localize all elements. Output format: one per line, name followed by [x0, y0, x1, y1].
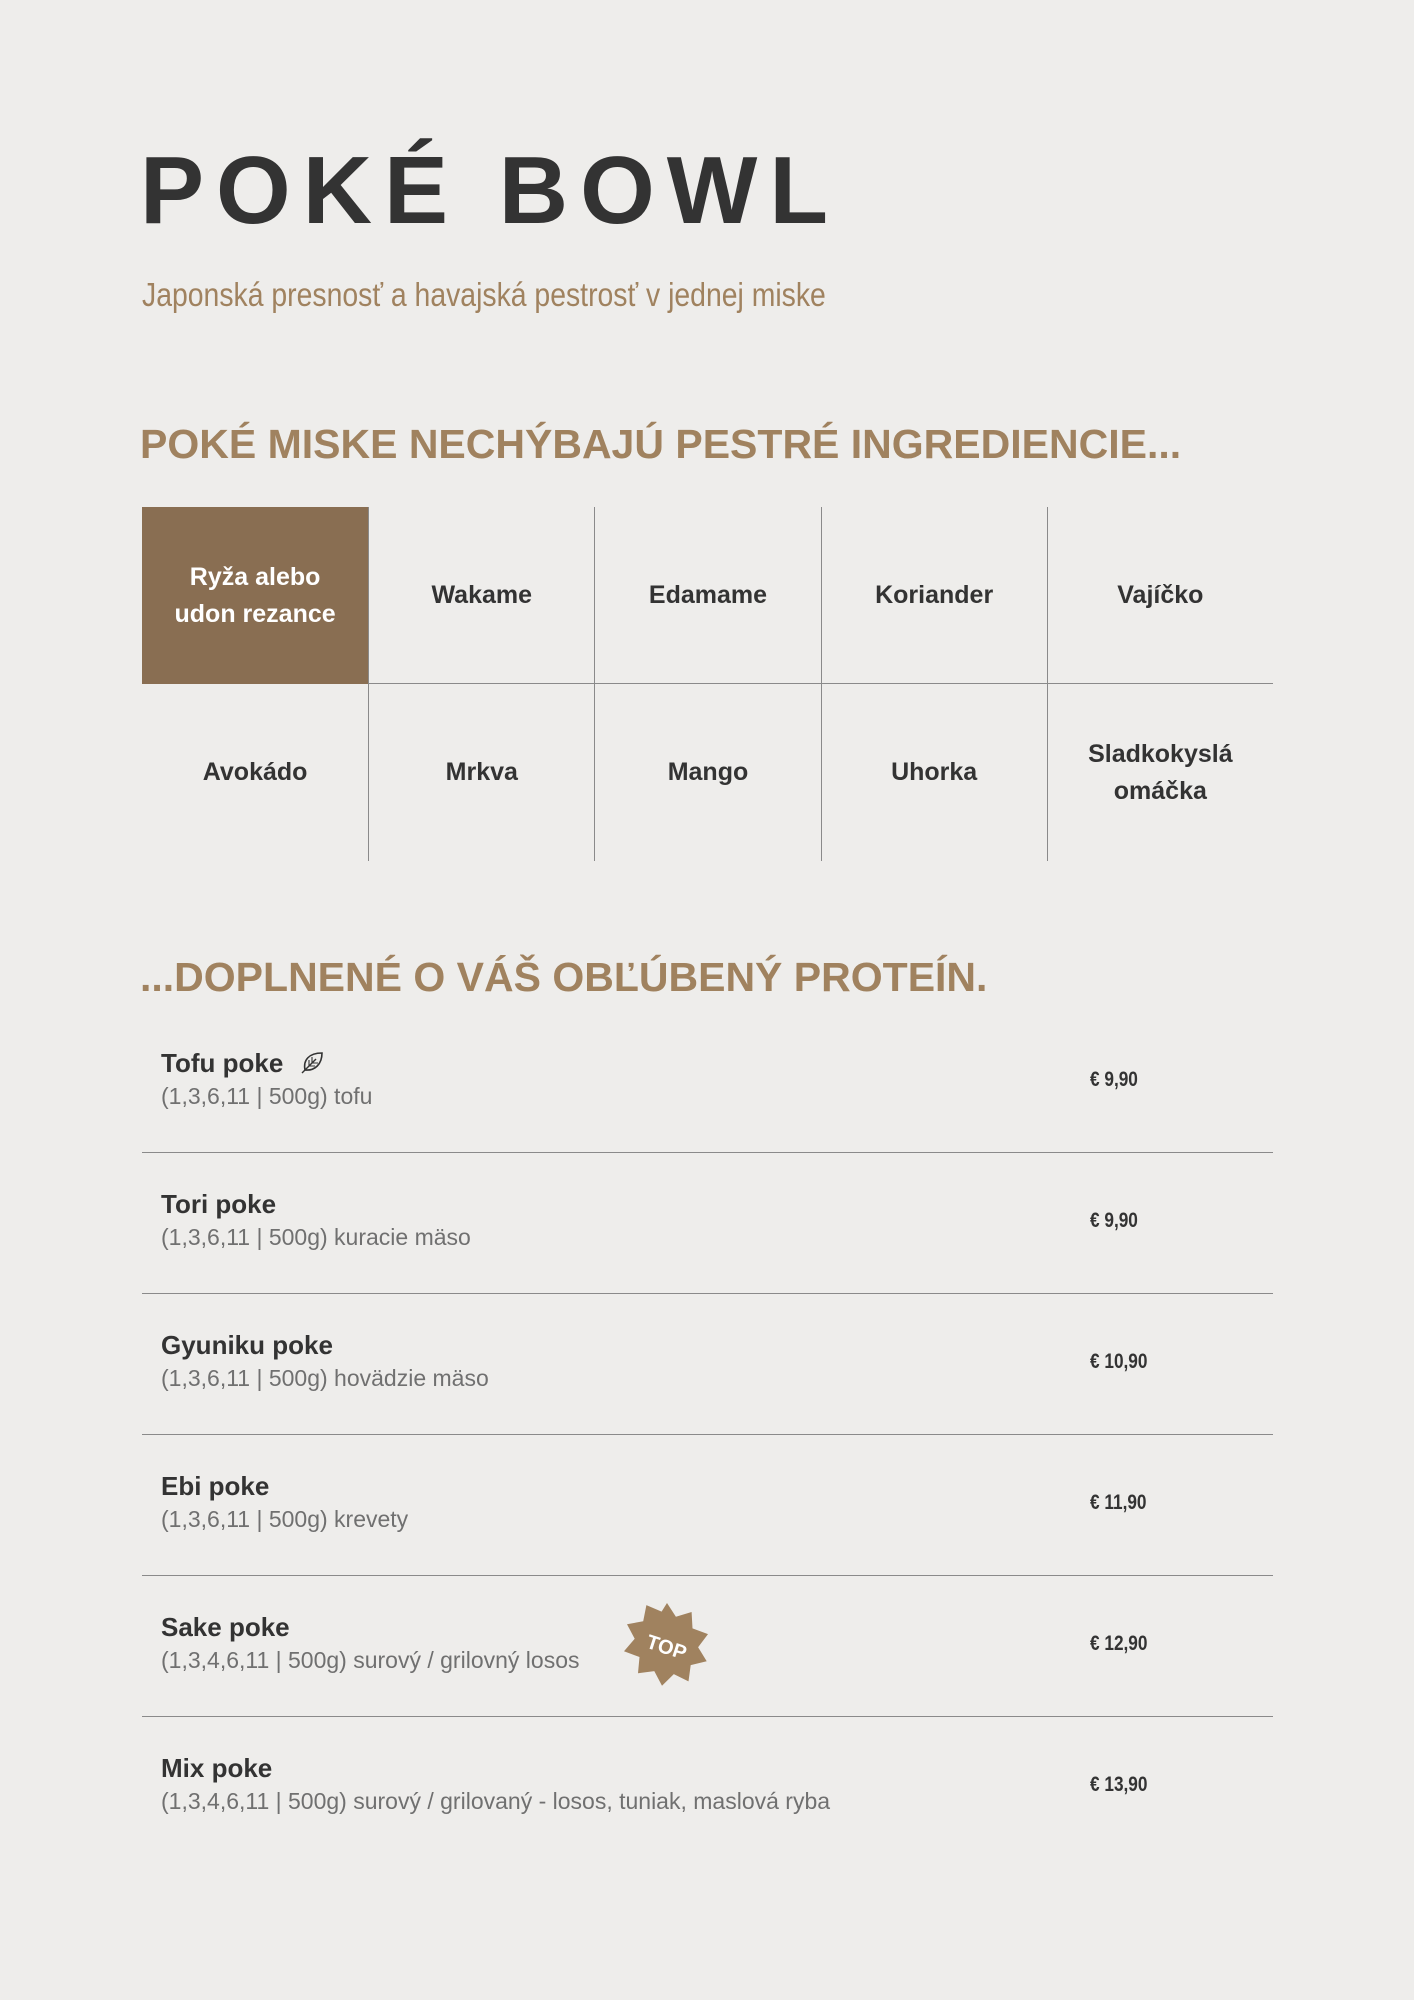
menu-item-description: (1,3,4,6,11 | 500g) surový / grilovný losos	[161, 1647, 580, 1673]
menu-item-name: Mix poke	[161, 1753, 273, 1783]
ingredient-cell	[142, 684, 368, 861]
top-badge-label: TOP	[643, 1631, 690, 1665]
ingredients-section-title: POKÉ MISKE NECHÝBAJÚ PESTRÉ INGREDIENCIE...	[140, 421, 1182, 467]
menu-item-name: Ebi poke	[161, 1471, 270, 1501]
protein-menu-list	[142, 1012, 1273, 1858]
menu-item-price: € 12,90	[1090, 1632, 1148, 1655]
ingredient-label: Wakame	[431, 580, 533, 609]
ingredient-cell	[821, 507, 1047, 684]
menu-item-price: € 11,90	[1090, 1491, 1147, 1514]
menu-item-description: (1,3,6,11 | 500g) tofu	[161, 1083, 373, 1109]
menu-item-tofu-poke	[142, 1012, 1273, 1153]
menu-item-gyuniku-poke	[142, 1294, 1273, 1435]
ingredient-cell	[821, 684, 1047, 861]
ingredient-label: Vajíčko	[1117, 580, 1204, 609]
protein-section-title: ...DOPLNENÉ O VÁŠ OBĽÚBENÝ PROTEÍN.	[140, 954, 988, 1000]
ingredient-cell	[1047, 507, 1273, 684]
top-badge	[622, 1601, 712, 1691]
ingredient-label: Mrkva	[445, 758, 518, 787]
ingredient-cell	[368, 507, 594, 684]
leaf-icon	[299, 1048, 327, 1076]
ingredient-label: Avokádo	[202, 758, 308, 787]
ingredients-grid	[142, 507, 1273, 861]
ingredient-cell	[142, 507, 368, 684]
page-subtitle: Japonská presnosť a havajská pestrosť v jednej miske	[142, 276, 826, 313]
menu-item-description: (1,3,6,11 | 500g) kuracie mäso	[161, 1224, 471, 1250]
menu-item-description: (1,3,6,11 | 500g) hovädzie mäso	[161, 1365, 489, 1391]
ingredient-label: Mango	[667, 758, 749, 787]
menu-item-name: Tofu poke	[161, 1048, 284, 1078]
menu-item-mix-poke	[142, 1717, 1273, 1858]
menu-item-description: (1,3,4,6,11 | 500g) surový / grilovaný - losos, tuniak, maslová ryba	[161, 1788, 831, 1814]
page-title: POKÉ BOWL	[140, 137, 840, 244]
menu-item-name: Gyuniku poke	[161, 1330, 333, 1360]
ingredient-label: Sladkokyslá omáčka	[1088, 740, 1233, 805]
menu-item-ebi-poke	[142, 1435, 1273, 1576]
menu-item-price: € 10,90	[1090, 1350, 1148, 1373]
menu-item-price: € 9,90	[1090, 1209, 1138, 1232]
menu-item-name: Tori poke	[161, 1189, 277, 1219]
menu-item-price: € 13,90	[1090, 1773, 1148, 1796]
ingredient-cell	[594, 507, 820, 684]
ingredient-cell	[594, 684, 820, 861]
menu-item-price: € 9,90	[1090, 1068, 1138, 1091]
ingredient-label: Ryža alebo udon rezance	[174, 563, 336, 628]
menu-item-tori-poke	[142, 1153, 1273, 1294]
ingredient-cell	[368, 684, 594, 861]
ingredient-label: Uhorka	[891, 758, 978, 787]
ingredient-label: Edamame	[648, 580, 768, 609]
menu-item-sake-poke	[142, 1576, 1273, 1717]
ingredient-cell	[1047, 684, 1273, 861]
ingredient-label: Koriander	[875, 580, 994, 609]
menu-item-name: Sake poke	[161, 1612, 290, 1642]
menu-item-description: (1,3,6,11 | 500g) krevety	[161, 1506, 409, 1532]
